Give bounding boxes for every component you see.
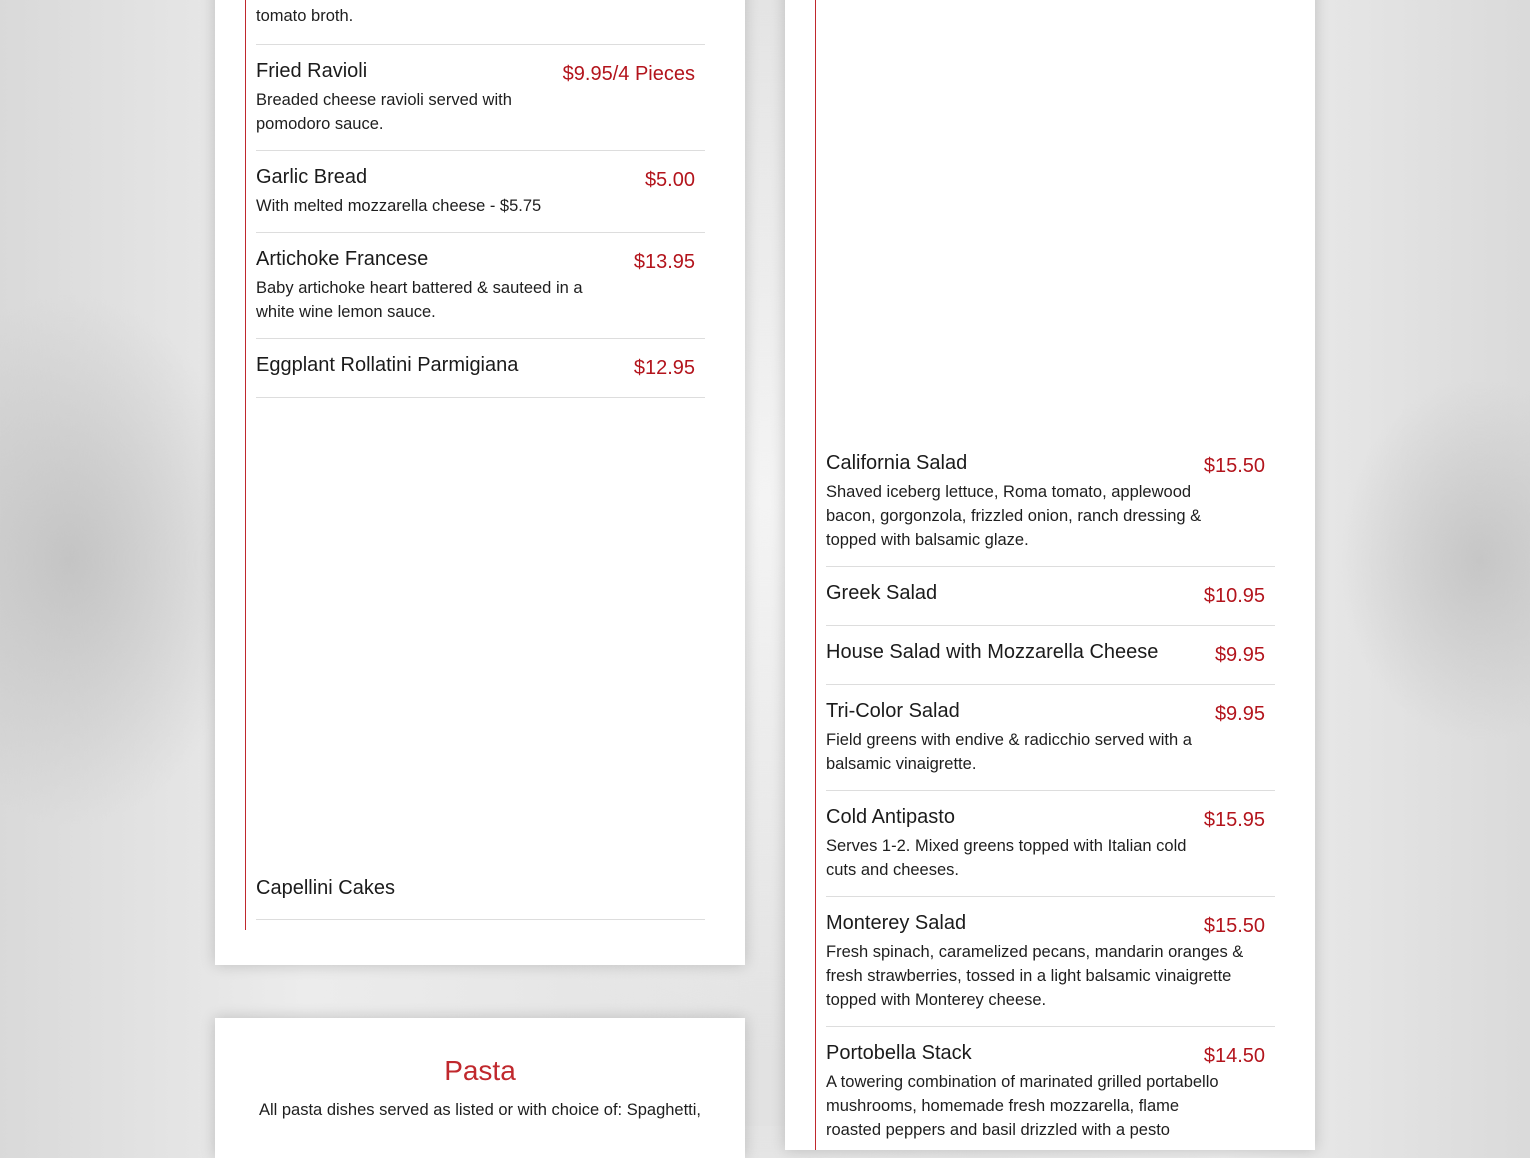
item-name: Monterey Salad bbox=[826, 912, 967, 934]
item-desc: Shaved iceberg lettuce, Roma tomato, applewood bacon, gorgonzola, frizzled onion, ranch dressing & topped with balsamic glaze. bbox=[826, 483, 1202, 549]
accent-line bbox=[815, 0, 816, 1150]
menu-item-capellini-cakes bbox=[256, 877, 705, 920]
item-desc: A towering combination of marinated grilled portabello mushrooms, homemade fresh mozzarella, flame roasted peppers and basil drizzled with a pesto bbox=[826, 1073, 1219, 1139]
previous-item-desc-fragment: tomato broth. bbox=[256, 7, 354, 25]
menu-item-fried-ravioli bbox=[256, 60, 705, 151]
section-title-pasta: Pasta bbox=[444, 1055, 516, 1086]
item-name: Eggplant Rollatini Parmigiana bbox=[256, 354, 519, 376]
item-name: Artichoke Francese bbox=[256, 248, 429, 270]
item-name: House Salad with Mozzarella Cheese bbox=[826, 641, 1159, 663]
item-price: $9.95 bbox=[1214, 644, 1265, 666]
menu-item-monterey-salad bbox=[826, 912, 1275, 1027]
item-name: Greek Salad bbox=[826, 582, 938, 604]
item-name: Fried Ravioli bbox=[256, 60, 368, 82]
item-desc: Breaded cheese ravioli served with pomodoro sauce. bbox=[256, 91, 512, 133]
item-name: Cold Antipasto bbox=[826, 806, 955, 828]
item-price: $10.95 bbox=[1203, 585, 1265, 607]
menu-item-california-salad bbox=[826, 452, 1275, 567]
item-price: $13.95 bbox=[633, 251, 695, 273]
accent-line bbox=[245, 0, 246, 930]
item-name: Garlic Bread bbox=[256, 166, 368, 188]
item-desc: With melted mozzarella cheese - $5.75 bbox=[256, 197, 542, 215]
item-price: $14.50 bbox=[1203, 1045, 1265, 1067]
item-name: Portobella Stack bbox=[826, 1042, 972, 1064]
pasta-card bbox=[215, 1018, 745, 1158]
item-desc: Baby artichoke heart battered & sauteed in a white wine lemon sauce. bbox=[256, 279, 583, 321]
item-name: California Salad bbox=[826, 452, 968, 474]
appetizers-card bbox=[215, 0, 745, 965]
item-desc: Fresh spinach, caramelized pecans, mandarin oranges & fresh strawberries, tossed in a light balsamic vinaigrette topped with Monterey cheese. bbox=[826, 943, 1244, 1009]
menu-item-greek-salad bbox=[826, 582, 1275, 626]
item-price: $9.95 bbox=[1214, 703, 1265, 725]
salads-card bbox=[785, 0, 1315, 1150]
item-price: $15.50 bbox=[1203, 455, 1265, 477]
item-price: $15.95 bbox=[1203, 809, 1265, 831]
menu-item-garlic-bread bbox=[256, 166, 705, 233]
menu-item-eggplant-rollatini bbox=[256, 354, 705, 398]
item-desc: Field greens with endive & radicchio served with a balsamic vinaigrette. bbox=[826, 731, 1192, 773]
menu-item-cold-antipasto bbox=[826, 806, 1275, 897]
item-price: $15.50 bbox=[1203, 915, 1265, 937]
menu-item-artichoke-francese bbox=[256, 248, 705, 339]
item-desc: Serves 1-2. Mixed greens topped with Italian cold cuts and cheeses. bbox=[826, 837, 1187, 879]
item-price: $12.95 bbox=[633, 357, 695, 379]
section-intro: All pasta dishes served as listed or with choice of: Spaghetti, bbox=[258, 1101, 702, 1119]
item-price: $9.95/4 Pieces bbox=[562, 63, 695, 85]
item-name: Capellini Cakes bbox=[256, 877, 395, 899]
menu-item-portobella-stack bbox=[826, 1042, 1275, 1150]
divider bbox=[256, 44, 705, 45]
item-price: $5.00 bbox=[644, 169, 695, 191]
item-name: Tri-Color Salad bbox=[826, 700, 960, 722]
menu-item-tri-color-salad bbox=[826, 700, 1275, 791]
menu-item-house-salad bbox=[826, 641, 1275, 685]
